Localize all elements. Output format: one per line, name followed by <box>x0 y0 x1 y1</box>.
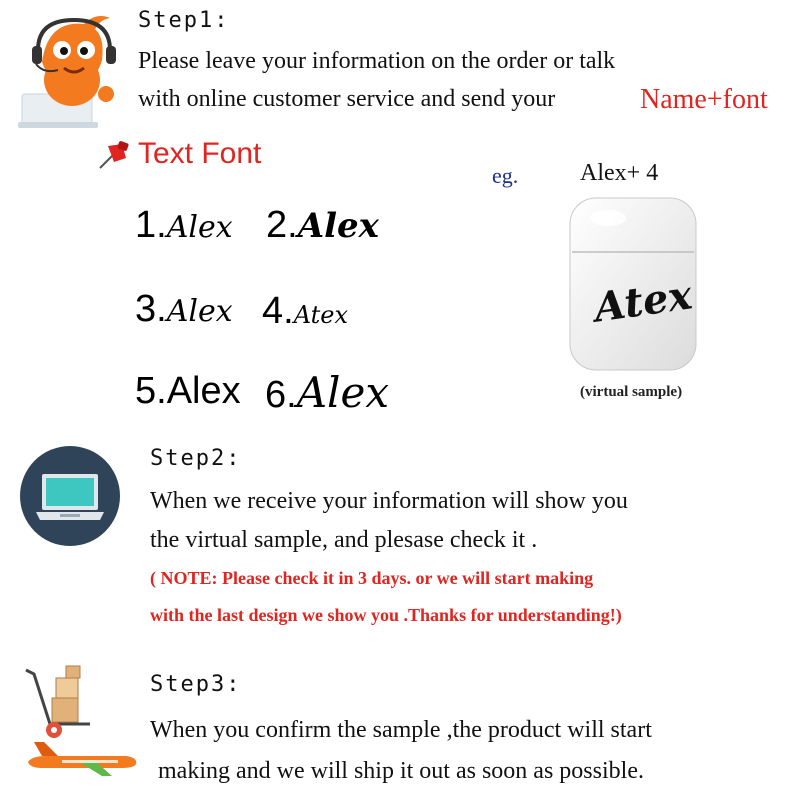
font-item-1 <box>135 204 233 247</box>
font-item-2-num: 2. <box>266 204 298 246</box>
pushpin-icon <box>96 140 132 172</box>
font-item-4-name: Atex <box>293 301 348 329</box>
step2-note1: ( NOTE: Please check it in 3 days. or we will start making <box>150 568 594 588</box>
font-item-3-num: 3. <box>135 288 167 330</box>
step2-note2: with the last design we show you .Thanks for understanding!) <box>150 605 622 625</box>
step1-highlight: Name+font <box>640 84 768 115</box>
font-item-4 <box>262 290 348 333</box>
font-item-6-name: Alex <box>296 368 390 417</box>
font-item-3 <box>135 288 233 331</box>
step3-title: Step3: <box>150 672 242 697</box>
virtual-sample-caption: (virtual sample) <box>580 384 683 400</box>
step2-line2: the virtual sample, and plesase check it . <box>150 527 538 553</box>
step1-title: Step1: <box>138 8 230 33</box>
font-item-6 <box>265 368 389 417</box>
eg-value: Alex+ 4 <box>580 160 659 186</box>
laptop-icon <box>20 446 120 546</box>
step3-line1: When you confirm the sample ,the product will start <box>150 717 652 743</box>
step1-line1: Please leave your information on the order or talk <box>138 48 616 74</box>
step2-line1: When we receive your information will show you <box>150 488 628 514</box>
step2-title: Step2: <box>150 446 242 471</box>
step3-line2: making and we will ship it out as soon as possible. <box>158 758 644 784</box>
font-item-1-num: 1. <box>135 204 167 246</box>
hand-truck-icon <box>20 664 100 740</box>
font-item-5-num: 5. <box>135 370 167 412</box>
font-item-2-name: Alex <box>297 206 379 246</box>
mascot-support-icon <box>14 10 124 130</box>
font-item-3-name: Alex <box>166 294 233 329</box>
case-engraving-text: Atex <box>591 271 695 332</box>
airplane-icon <box>22 740 142 780</box>
font-item-6-num: 6. <box>265 374 297 416</box>
font-item-2 <box>266 204 379 247</box>
font-item-4-num: 4. <box>262 290 294 332</box>
text-font-title: Text Font <box>138 137 262 170</box>
font-item-5-name: Alex <box>166 370 241 412</box>
step1-line2: with online customer service and send your <box>138 86 556 112</box>
font-item-5 <box>135 370 241 413</box>
eg-label: eg. <box>492 163 519 188</box>
font-item-1-name: Alex <box>166 210 233 245</box>
